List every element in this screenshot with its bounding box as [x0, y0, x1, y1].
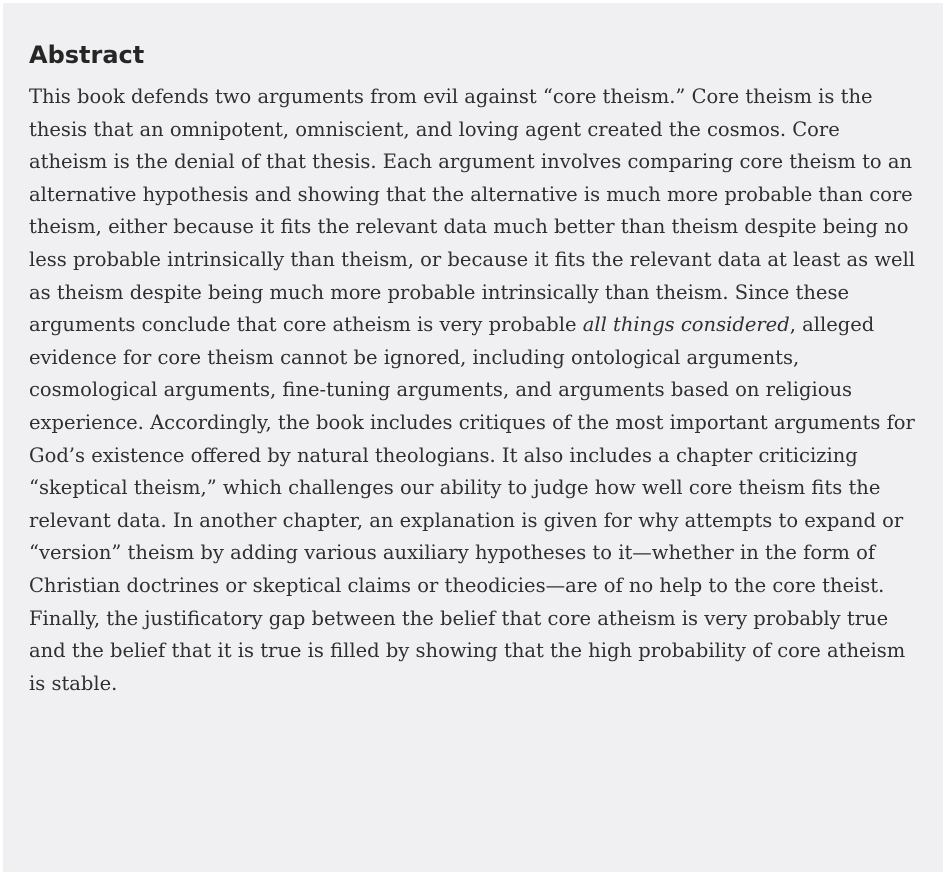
abstract-text — [29, 81, 917, 700]
abstract-text-part-2: , alleged evidence for core theism cannot be ignored, including ontological arguments, cosmological arguments, fine-tuning arguments, and arguments based on religious experience. Accordingly, the book includes critiques of the most important arguments for God’s existence offered by natural theologians. It also includes a chapter criticizing “skeptical theism,” which challenges our ability to judge how well core theism fits the relevant data. In another chapter, an explanation is given for why attempts to expand or “version” theism by adding various auxiliary hypotheses to it—whether in the form of Christian doctrines or skeptical claims or theodicies—are of no help to the core theist. Finally, the justificatory gap between the belief that core atheism is very probably true and the belief that it is true is filled by showing that the high probability of core atheism is stable. — [29, 313, 915, 695]
abstract-text-part-1: This book defends two arguments from evil against “core theism.” Core theism is the thesis that an omnipotent, omniscient, and loving agent created the cosmos. Core atheism is the denial of that thesis. Each argument involves comparing core theism to an alternative hypothesis and showing that the alternative is much more probable than core theism, either because it fits the relevant data much better than theism despite being no less probable intrinsically than theism, or because it fits the relevant data at least as well as theism despite being much more probable intrinsically than theism. Since these arguments conclude that core atheism is very probable — [29, 85, 916, 337]
abstract-heading: Abstract — [29, 41, 145, 69]
abstract-emphasis: all things considered — [582, 313, 790, 337]
abstract-panel — [3, 3, 943, 872]
